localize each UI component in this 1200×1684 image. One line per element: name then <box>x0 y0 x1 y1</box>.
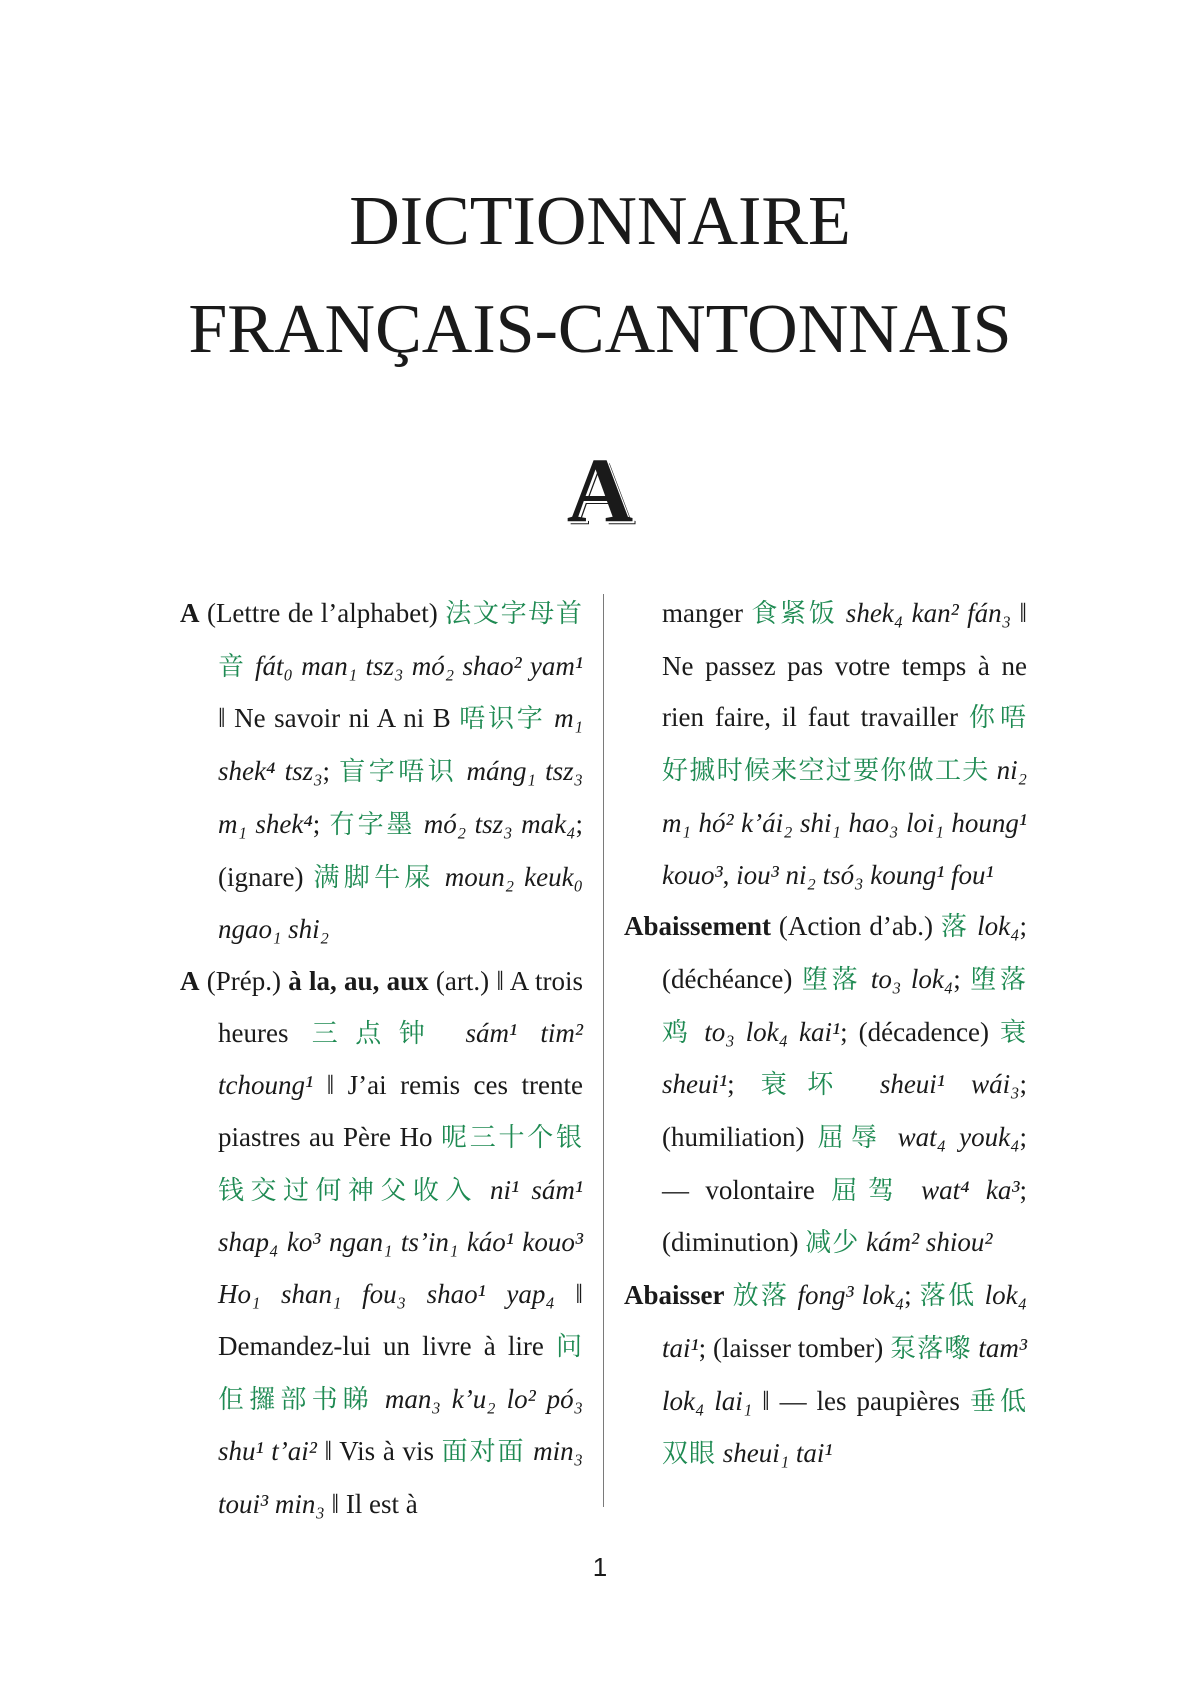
romanization: lok₄ <box>969 911 1020 942</box>
entry-text: manger <box>662 598 752 628</box>
title-line-2: FRANÇAIS-CANTONNAIS <box>188 291 1012 368</box>
entry-text: ; <box>312 808 329 839</box>
entry-text: ‖ Ne passez pas votre temps à ne rien faire, il faut travailler <box>662 598 1027 733</box>
entry-text: ‖ Vis à vis <box>324 1436 442 1467</box>
headword: Abaissement <box>624 911 771 942</box>
entry-text: ‖ Il est à <box>331 1488 418 1519</box>
romanization: wat₄ youk₄ <box>884 1122 1020 1153</box>
chinese-characters: 减少 <box>805 1228 860 1259</box>
chinese-characters: 放落 <box>732 1281 790 1312</box>
dictionary-entry <box>180 588 583 956</box>
romanization: fong³ lok₄ <box>789 1280 905 1311</box>
romanization: iou³ ni₂ tsó₃ koung¹ fou¹ <box>736 859 994 890</box>
romanization: sheui₁ tai¹ <box>716 1438 833 1469</box>
title-line-1: DICTIONNAIRE <box>349 183 851 260</box>
romanization: fát₀ man₁ tsz₃ mó₂ shao² yam¹ <box>246 650 583 681</box>
romanization: ni₂ m₁ hó² k’ái₂ shi₁ hao₃ loi₁ houng¹ kouo³ <box>662 755 1027 890</box>
romanization: kám² shiou² <box>859 1227 993 1258</box>
headword: à la, au, aux <box>288 965 429 996</box>
chinese-characters: 冇字墨 <box>328 809 416 840</box>
entry-text: ; (décadence) <box>840 1016 1000 1047</box>
chinese-characters: 呢三十个银钱交过何神父收入 <box>218 1123 583 1206</box>
chinese-characters: 唔识字 <box>459 704 546 735</box>
page-title <box>0 168 1200 384</box>
entry-text: ; (humiliation) <box>662 1069 1027 1153</box>
entry-text: ; <box>322 756 340 787</box>
chinese-characters: 衰坏 <box>760 1070 854 1101</box>
romanization: wat⁴ ka³ <box>904 1174 1020 1205</box>
entry-text: (Prép.) <box>199 965 289 996</box>
chinese-characters: 食紧饭 <box>751 599 838 629</box>
romanization: min₃ toui³ min₃ <box>218 1436 583 1519</box>
headword: A <box>180 598 200 628</box>
entry-text: (Action d’ab.) <box>771 911 941 942</box>
romanization: máng₁ tsz₃ m₁ shek⁴ <box>218 756 583 839</box>
romanization: shek₄ kan² fán₃ <box>837 598 1020 628</box>
dictionary-entry-continuation <box>624 588 1027 901</box>
chinese-characters: 堕落 <box>801 964 862 995</box>
entry-text: ; — volontaire <box>662 1122 1027 1205</box>
chinese-characters: 法文字母首音 <box>218 599 583 682</box>
entry-text: (art.) ‖ A trois heures <box>218 965 583 1048</box>
romanization: sheui¹ wái₃ <box>853 1069 1020 1100</box>
romanization: m₁ shek⁴ tsz₃ <box>218 703 583 787</box>
chinese-characters: 你唔好摵时候来空过要你做工夫 <box>662 703 1027 787</box>
chinese-characters: 堕落鸡 <box>662 964 1027 1048</box>
chinese-characters: 问佢攞部书睇 <box>218 1331 583 1415</box>
entry-text: ‖ Demandez-lui un livre à lire <box>218 1279 583 1361</box>
entry-text <box>725 1280 733 1310</box>
right-column <box>624 588 1027 1481</box>
entry-text: (Lettre de l’alphabet) <box>199 598 446 628</box>
romanization: lok₄ tai¹ <box>662 1280 1027 1363</box>
chinese-characters: 衰 <box>999 1017 1027 1048</box>
entry-text: ‖ Ne savoir ni A ni B <box>218 703 460 734</box>
chinese-characters: 泵落嚟 <box>890 1333 972 1364</box>
romanization: to₃ lok₄ kai¹ <box>693 1016 841 1047</box>
romanization: sám¹ tim² tchoung¹ <box>218 1017 583 1101</box>
chinese-characters: 落低 <box>919 1281 977 1312</box>
chinese-characters: 屈驾 <box>831 1175 905 1206</box>
dictionary-entry <box>180 956 583 1531</box>
entry-text: ; (laisser tomber) <box>698 1332 891 1363</box>
chinese-characters: 盲字唔识 <box>339 757 458 788</box>
dictionary-entry <box>624 1270 1027 1481</box>
entry-text: ; (ignare) <box>218 808 583 892</box>
page-number: 1 <box>592 1552 608 1582</box>
entry-text: ; <box>953 963 971 994</box>
entry-text: ‖ J’ai remis ces trente piastres au Père Ho <box>218 1070 583 1153</box>
romanization: moun₂ keuk₀ ngao₁ shi₂ <box>218 861 583 945</box>
left-column <box>180 588 583 1531</box>
romanization: sheui¹ <box>662 1069 728 1100</box>
chinese-characters: 三点钟 <box>311 1018 443 1049</box>
headword: A <box>180 965 200 996</box>
column-divider <box>603 594 604 1507</box>
chinese-characters: 面对面 <box>441 1437 526 1468</box>
dictionary-entry <box>624 901 1027 1270</box>
entry-text: ; <box>904 1280 920 1311</box>
romanization: to₃ lok₄ <box>861 963 954 994</box>
headword: Abaisser <box>624 1280 725 1311</box>
entry-text: , <box>722 859 737 890</box>
chinese-characters: 满脚牛屎 <box>313 862 435 893</box>
romanization: mó₂ tsz₃ mak₄ <box>415 808 576 839</box>
entry-text: ; (diminution) <box>662 1174 1027 1258</box>
entry-text: ; <box>727 1069 761 1100</box>
section-letter: A <box>566 439 634 541</box>
chinese-characters: 落 <box>940 912 970 943</box>
entry-text: ‖ — les paupières <box>762 1385 970 1416</box>
romanization: ni¹ sám¹ shap₄ ko³ ngan₁ ts’in₁ káo¹ kouo³ Ho₁ shan₁ fou₃ shao¹ yap₄ <box>218 1174 583 1310</box>
chinese-characters: 垂低双眼 <box>662 1386 1027 1470</box>
entry-text: ; (déchéance) <box>662 911 1027 994</box>
romanization: man₃ k’u₂ lo² pó₃ shu¹ t’ai² <box>218 1383 583 1467</box>
romanization: tam³ lok₄ lai₁ <box>662 1332 1027 1416</box>
chinese-characters: 屈辱 <box>817 1123 885 1154</box>
